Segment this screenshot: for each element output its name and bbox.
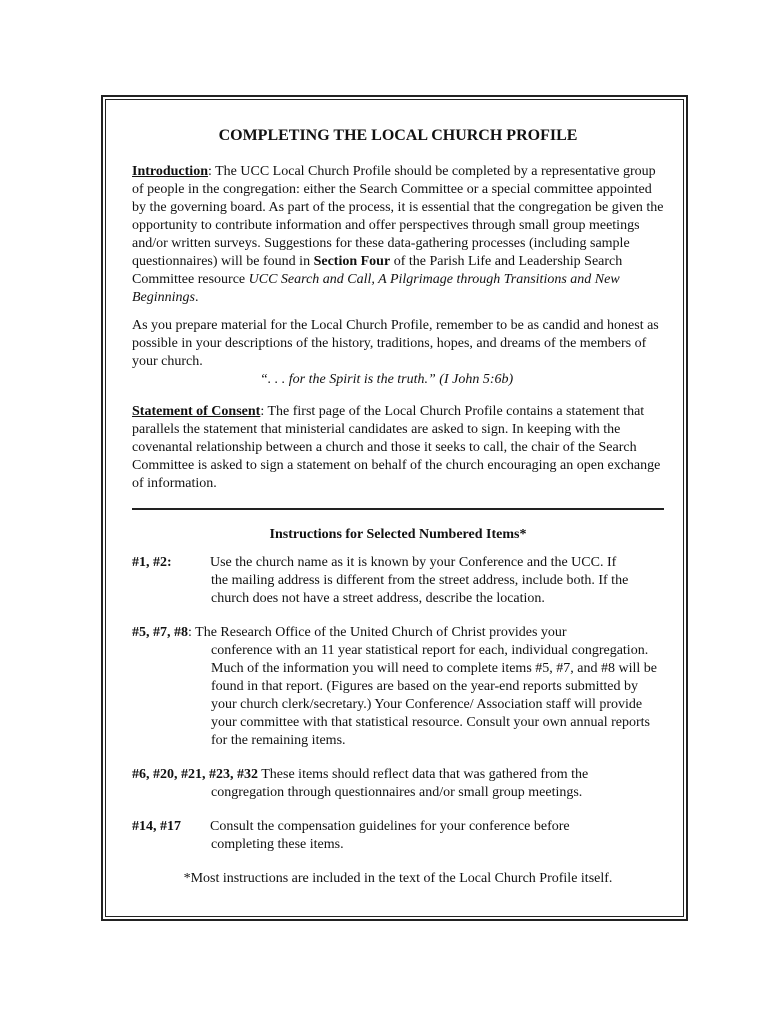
item-text-continued: the mailing address is different from the street address, include both. If the church does not have a street address, describe the location. [211,573,629,606]
page-title: COMPLETING THE LOCAL CHURCH PROFILE [218,127,578,144]
item-separator: : [188,625,196,640]
instructions-heading: Instructions for Selected Numbered Items* [269,527,527,542]
item-number: #14, #17 [132,819,181,834]
section-four-ref: Section Four [313,254,391,269]
item-text-first-line: Consult the compensation guidelines for your conference before [210,819,570,834]
introduction-text-2: of the Parish Life and Leadership Search Committee resource [132,254,623,287]
consent-label: Statement of Consent [132,404,261,419]
resource-title: UCC Search and Call, A Pilgrimage through Transitions and New Beginnings [132,272,620,305]
introduction-text: The UCC Local Church Profile should be completed by a representative group of people in the congregation: either the Search Committee or a special committee appointed by the governing board. As part of the process, it is essential that the congregation be given the opportunity to contribute information and offer perspectives through small group meetings and/or written surveys. Suggestions for these data-gathering processes (including sample questionnaires) will be found in [132,164,664,269]
item-number: #5, #7, #8 [132,625,188,640]
item-text-first-line: The Research Office of the United Church of Christ provides your [195,625,567,640]
introduction-paragraph [132,163,664,307]
item-text-continued: conference with an 11 year statistical report for each, individual congregation. Much of the information you will need to complete items #5, #7, and #8 will be found in that report. (Figures are based on the year-end reports submitted by your church clerk/secretary.) Your Conference/ Association staff will provide your committee with that statistical resource. Consult your own annual reports for the remaining items. [211,643,657,748]
instruction-item-14-17 [132,818,664,854]
item-text-continued: completing these items. [211,837,344,852]
introduction-label: Introduction [132,164,208,179]
item-text-first-line: Use the church name as it is known by your Conference and the UCC. If [210,555,617,570]
item-text-continued: congregation through questionnaires and/or small group meetings. [211,785,583,800]
instruction-item-1-2 [132,554,664,608]
candid-paragraph: As you prepare material for the Local Church Profile, remember to be as candid and honest as possible in your descriptions of the history, traditions, hopes, and dreams of the members of your church. [132,318,659,369]
instruction-item-5-7-8 [132,624,664,750]
consent-text: : The first page of the Local Church Profile contains a statement that parallels the statement that ministerial candidates are asked to sign. In keeping with the covenantal relationship between a church and those it seeks to call, the chair of the Search Committee is asked to sign a statement on behalf of the church encouraging an open exchange of information. [132,404,661,491]
item-number: #1, #2: [132,555,172,570]
item-number: #6, #20, #21, #23, #32 [132,767,258,782]
scripture-quote: “. . . for the Spirit is the truth.” (I John 5:6b) [260,372,514,387]
introduction-end: . [195,290,199,305]
consent-paragraph [132,403,664,493]
section-divider [132,508,664,510]
instructions-footnote: *Most instructions are included in the text of the Local Church Profile itself. [183,871,613,886]
introduction-separator: : [207,164,216,179]
instruction-item-6-20-21-23-32 [132,766,664,802]
item-text-first-line: These items should reflect data that was gathered from the [258,767,589,782]
document-body [132,126,664,888]
